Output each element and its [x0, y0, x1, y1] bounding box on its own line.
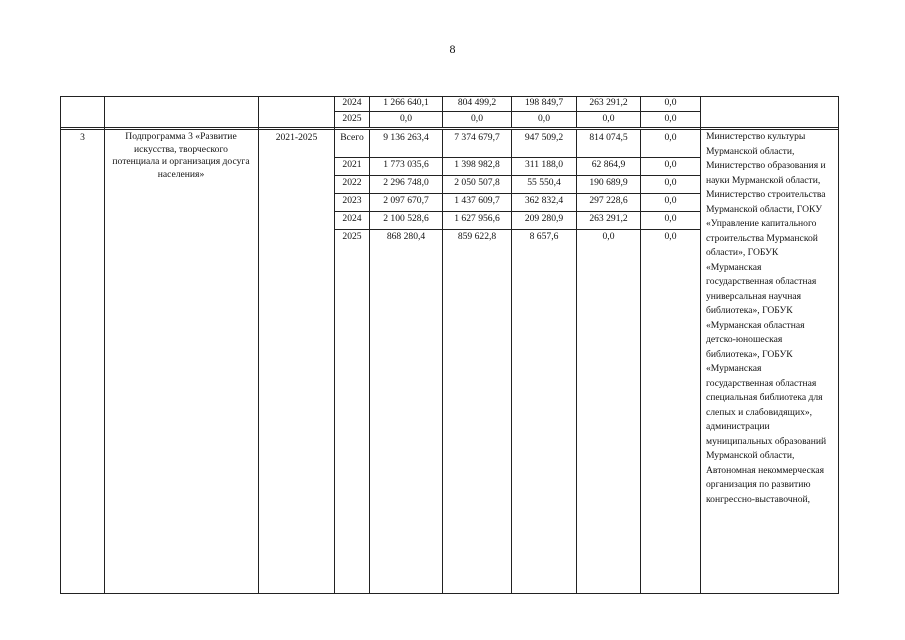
other-cell: 0,0	[664, 159, 677, 170]
federal-cell: 311 188,0	[524, 159, 564, 170]
total-cell: 1 773 035,6	[383, 159, 429, 170]
other-cell: 0,0	[664, 113, 677, 124]
total-cell: 2 296 748,0	[383, 177, 429, 188]
other-cell: 0,0	[664, 195, 677, 206]
year-cell: 2021	[342, 159, 362, 170]
federal-cell: 0,0	[538, 113, 550, 124]
local-cell: 263 291,2	[589, 97, 628, 108]
local-cell: 62 864,9	[591, 159, 626, 170]
federal-cell: 362 832,4	[524, 195, 564, 206]
year-cell: 2022	[342, 177, 362, 188]
total-cell: 0,0	[400, 113, 412, 124]
total-cell: 2 100 528,6	[383, 213, 429, 224]
other-cell: 0,0	[664, 97, 677, 108]
page-number: 8	[449, 42, 456, 56]
other-cell: 0,0	[664, 231, 677, 242]
total-cell: 2 097 670,7	[383, 195, 429, 206]
local-cell: 190 689,9	[589, 177, 628, 188]
year-cell: 2025	[342, 231, 362, 242]
other-cell: 0,0	[664, 132, 677, 143]
row-index: 3	[80, 132, 85, 143]
federal-cell: 8 657,6	[529, 231, 559, 242]
year-cell: Всего	[340, 132, 364, 143]
other-cell: 0,0	[664, 213, 677, 224]
year-cell: 2024	[342, 213, 362, 224]
total-cell: 868 280,4	[386, 231, 426, 242]
regional-cell: 804 499,2	[457, 97, 497, 108]
period-cell: 2021-2025	[275, 132, 318, 143]
subprogram-name: Подпрограмма 3 «Развитие искусства, творческого потенциала и организация досуга населения»	[112, 131, 250, 180]
other-cell: 0,0	[664, 177, 677, 188]
federal-cell: 947 509,2	[524, 132, 564, 143]
total-cell: 1 266 640,1	[383, 97, 429, 108]
federal-cell: 55 550,4	[527, 177, 561, 188]
local-cell: 0,0	[602, 113, 615, 124]
local-cell: 0,0	[602, 231, 615, 242]
responsible-executors: Министерство культуры Мурманской области, Министерство образования и науки Мурманской области, Министерство строительства Мурманской области, ГОКУ «Управление капитального строительства Мурманской области», ГОБУК «Мурманская государственная областная универсальная научная библиотека», ГОБУК «Мурманская областная детско-юношеская библиотека», ГОБУК «Мурманская государственная областная специальная библиотека для слепых и слабовидящих», администрации муниципальных образований Мурманской области, Автономная некоммерческая организация по развитию конгрессно-выставочной,	[706, 131, 827, 505]
regional-cell: 2 050 507,8	[454, 177, 500, 188]
regional-cell: 859 622,8	[457, 231, 497, 242]
federal-cell: 198 849,7	[524, 97, 564, 108]
local-cell: 814 074,5	[589, 132, 628, 143]
total-cell: 9 136 263,4	[383, 132, 429, 143]
regional-cell: 1 398 982,8	[454, 159, 500, 170]
federal-cell: 209 280,9	[524, 213, 564, 224]
local-cell: 263 291,2	[589, 213, 628, 224]
year-cell: 2025	[342, 113, 362, 124]
regional-cell: 1 627 956,6	[454, 213, 500, 224]
year-cell: 2023	[342, 195, 362, 206]
local-cell: 297 228,6	[589, 195, 628, 206]
regional-cell: 7 374 679,7	[454, 132, 500, 143]
regional-cell: 0,0	[471, 113, 483, 124]
regional-cell: 1 437 609,7	[454, 195, 500, 206]
year-cell: 2024	[342, 97, 362, 108]
